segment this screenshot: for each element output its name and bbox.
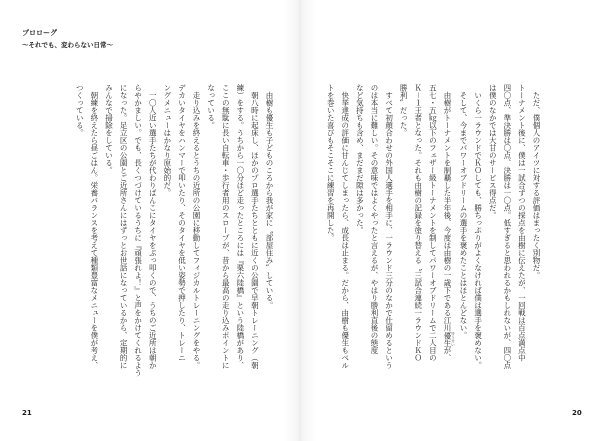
text-column: 由樹も優生も子どものころから我が家に〝部屋住み〟している。 — [265, 84, 274, 309]
chapter-title: プロローグ — [22, 29, 57, 37]
text-column: 朝練を終えたら昼ごはん。栄養バランスを考えて種類豊富なメニューを僕が考え、 — [89, 84, 99, 369]
text-column: デカいタイヤをハンマーで叩いたり、そのタイヤを低い姿勢で押したり、トレーニ — [177, 84, 187, 362]
text-column: すべて初顔合わせの外国人選手を相手に、一ラウンド三分のなかで仕留めるという — [384, 84, 394, 369]
text-column: Ｋ－１王者となった。それも由樹の記録を塗り替える〝三試合連続一ラウンドＫＯ — [413, 84, 423, 362]
text-column: みんなで掃除をしている。 — [104, 84, 114, 174]
chapter-subtitle: 〜それでも、変わらない日常〜 — [22, 41, 113, 49]
text-column: 一〇人近い選手たちが代わりばんこにタイヤをぶっ叩くので、うちのご近所は朝か — [148, 84, 158, 369]
text-column: らやかましい。でも、長くつづけているうちに『頑張れよ！』と声をかけてくれるよう — [133, 84, 143, 377]
text-column: トを巻いた喜びもそこそこに練習を再開した。 — [326, 84, 336, 242]
page-number-right: 20 — [572, 409, 582, 417]
text-column: は僕のなかでは大甘のサービス得点だ。 — [488, 84, 498, 219]
text-column: になった。足立区の公園とご近所さんにはずっとお世話になっているから、定期的に — [119, 84, 129, 369]
left-page-body-text — [56, 84, 276, 376]
text-column: ここの無駄に長い自転車・歩行者用のスロープが、昔から最高の走り込みポイントに — [221, 84, 231, 369]
text-segment: 由樹がトーナメントを制覇した半年後、今度は由樹の一歳下である江川 — [442, 84, 452, 332]
text-column: 快挙達成の評価に甘んじてしまったら、成長は止まる。だから、由樹も優生もベル — [340, 84, 350, 369]
text-column: 四〇点、準決勝は〇点、決勝は一〇点。低すぎると思われるかもしれないが、四〇点 — [502, 84, 512, 369]
text-column: 朝八時に起床し、ほかのプロ選手たちとともに近くの公園で早朝トレーニング（朝 — [250, 84, 260, 369]
text-column: いくら一ラウンドでＫＯしても、勝ちっぷりがよくなければ僕は選手を褒めない。 — [473, 84, 483, 369]
text-column: 五七・五㎏以下のフェザー級トーナメントを制してパワーオブドリームで二人目の — [428, 84, 438, 362]
text-column-with-ruby — [439, 84, 455, 376]
page-number-left: 21 — [22, 409, 32, 417]
right-page — [300, 0, 600, 441]
text-column: 勝利〟だった。 — [399, 84, 409, 137]
text-column: なっている。 — [206, 84, 216, 129]
ruby-reading: ゆうせい — [451, 331, 456, 347]
text-column: ングメニューはかなり原始的だ。 — [162, 84, 172, 197]
text-column: など気持ちも含め、まだまだ隙は多かった。 — [355, 84, 365, 234]
ruby-annotation — [442, 331, 456, 347]
ruby-base: 優生 — [442, 331, 452, 347]
text-segment: が、 — [442, 346, 452, 362]
text-column: トーナメント後に、僕は一試合ずつの採点を由樹に伝えたが、一回戦は百点満点中 — [517, 84, 527, 362]
running-head — [22, 28, 113, 50]
right-page-body-text — [323, 84, 543, 376]
text-column: 走り込みを終えるとうちの近所の公園に移動してフィジカルトレーニングをやる。 — [192, 84, 202, 369]
text-column: そして、今までパワーオブドリームの選手を褒めたことはほとんどない。 — [459, 84, 469, 339]
text-column: 練）をする。うちから一〇分ほど走ったところには『栗六陸橋』という陸橋があり、 — [235, 84, 245, 369]
text-column: ただ、僕個人のアイツに対する評価はまったく別物だ。 — [532, 84, 541, 279]
text-column: つくっている。 — [75, 84, 85, 137]
text-column: のは本当に難しい。その意味ではよくやったと言えるが、やはり勝利直後の態度 — [369, 84, 379, 354]
